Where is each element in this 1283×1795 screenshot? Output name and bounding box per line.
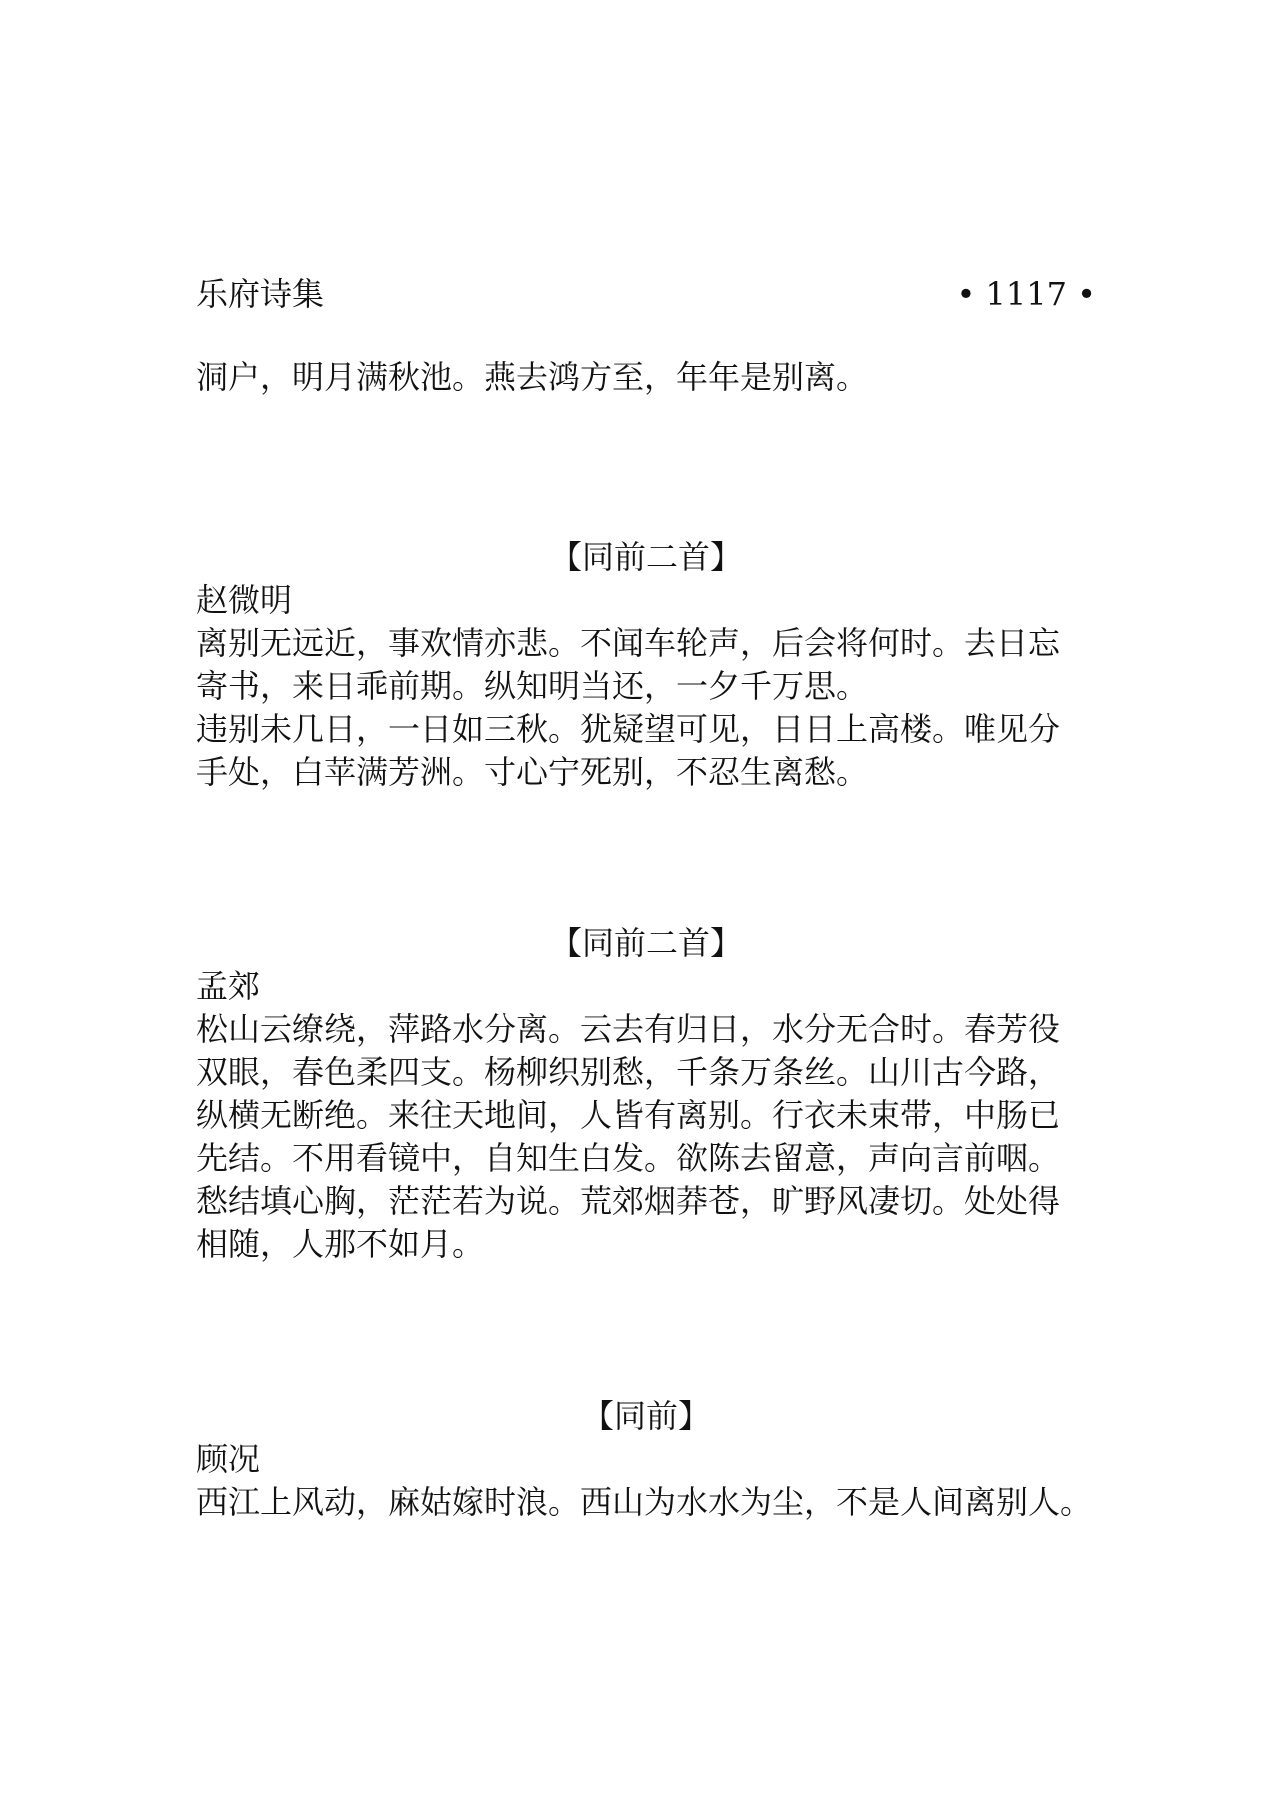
poem-line: 纵横无断绝。来往天地间，人皆有离别。行衣未束带，中肠已: [196, 1096, 1061, 1134]
author-name: 赵微明: [196, 581, 293, 619]
page-header: [196, 270, 1096, 318]
poem-line: 违别未几日，一日如三秋。犹疑望可见，日日上高楼。唯见分: [196, 710, 1061, 748]
poem-line: 洞户，明月满秋池。燕去鸿方至，年年是别离。: [196, 358, 869, 396]
section-title: 【同前二首】: [549, 924, 742, 962]
document-page: [196, 270, 1096, 1521]
poem-line: 愁结填心胸，茫茫若为说。荒郊烟莽苍，旷野风凄切。处处得: [196, 1182, 1061, 1220]
author-name: 顾况: [196, 1440, 261, 1478]
poem-line: 手处，白苹满芳洲。寸心宁死别，不忍生离愁。: [196, 753, 869, 791]
poem-line: 双眼，春色柔四支。杨柳织别愁，千条万条丝。山川古今路，: [196, 1053, 1061, 1091]
section-title: 【同前】: [581, 1397, 710, 1435]
section-title: 【同前二首】: [549, 538, 742, 576]
continuation-block: [196, 356, 1096, 399]
poem-line: 离别无远近，事欢情亦悲。不闻车轮声，后会将何时。去日忘: [196, 624, 1061, 662]
book-title: 乐府诗集: [196, 275, 325, 313]
poem-line: 西江上风动，麻姑嫁时浪。西山为水水为尘，不是人间离别人。: [196, 1483, 1093, 1521]
poem-section: [196, 1395, 1096, 1524]
poem-line: 寄书，来日乖前期。纵知明当还，一夕千万思。: [196, 667, 869, 705]
poem-section: [196, 536, 1096, 794]
poem-line: 相随，人那不如月。: [196, 1225, 485, 1263]
page-number: • 1117 •: [956, 275, 1096, 313]
author-name: 孟郊: [196, 967, 261, 1005]
poem-section: [196, 922, 1096, 1266]
poem-line: 松山云缭绕，萍路水分离。云去有归日，水分无合时。春芳役: [196, 1010, 1061, 1048]
poem-line: 先结。不用看镜中，自知生白发。欲陈去留意，声向言前咽。: [196, 1139, 1061, 1177]
